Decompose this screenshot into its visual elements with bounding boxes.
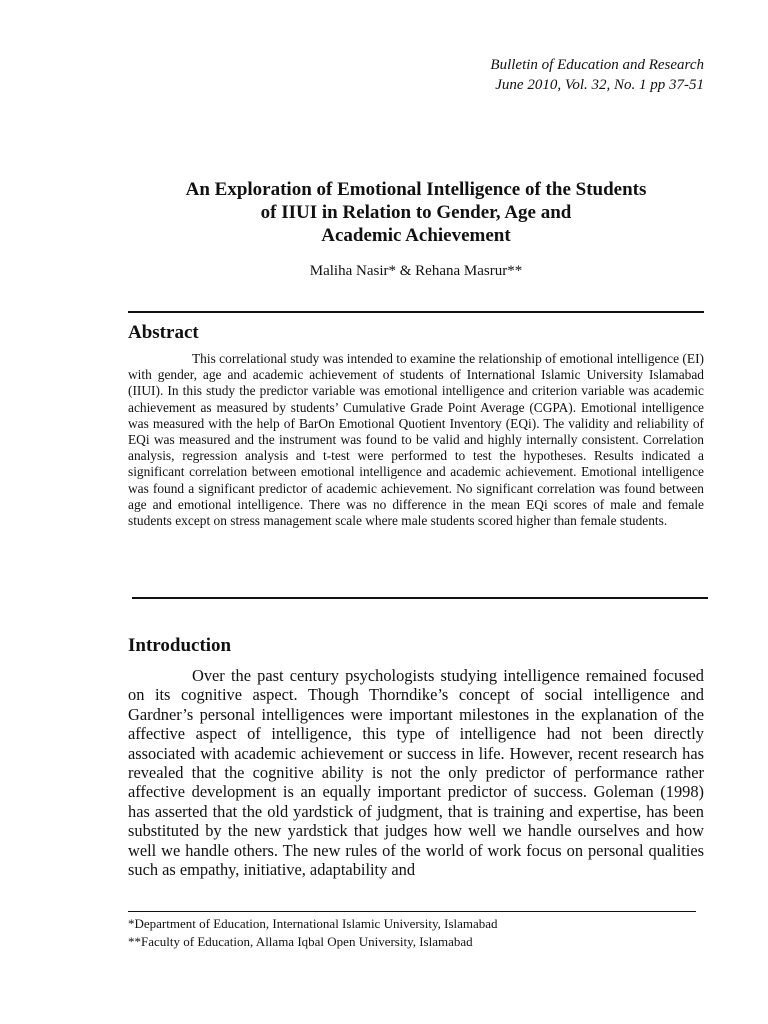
journal-header <box>490 55 704 95</box>
footnote-first-author: *Department of Education, International Islamic University, Islamabad <box>128 916 498 931</box>
introduction-text: Over the past century psychologists studying intelligence remained focused on its cognitive aspect. Though Thorndike’s concept of social intelligence and Gardner’s personal intelligences were important milestones in the explanation of the affective aspect of intelligence, this type of intelligence had not been directly associated with academic achievement or success in life. However, recent research has revealed that the cognitive ability is not the only predictor of performance rather affective development is an equally important predictor of success. Goleman (1998) has asserted that the old yardstick of judgment, that is training and expertise, has been substituted by the new yardstick that judges how well we handle ourselves and how well we handle others. The new rules of the world of work focus on personal qualities such as empathy, initiative, adaptability and <box>128 666 704 880</box>
abstract-top-divider <box>128 311 704 313</box>
abstract-heading: Abstract <box>128 322 199 343</box>
title-line-3: Academic Achievement <box>321 225 511 246</box>
footnote-divider <box>128 911 696 912</box>
abstract-text: This correlational study was intended to examine the relationship of emotional intelligence (EI) with gender, age and academic achievement of students of International Islamic University Islamabad (IIUI). In this study the predictor variable was emotional intelligence and criterion variable was academic achievement as measured by students’ Cumulative Grade Point Average (CGPA). Emotional intelligence was measured with the help of BarOn Emotional Quotient Inventory (EQi). The validity and reliability of EQi was measured and the instrument was found to be valid and highly internally consistent. Correlation analysis, regression analysis and t-test were performed to test the hypotheses. Results indicated a significant correlation between emotional intelligence and academic achievement. Emotional intelligence was found a significant predictor of academic achievement. No significant correlation was found between age and emotional intelligence. There was no difference in the mean EQi scores of male and female students except on stress management scale where male students scored higher than female students. <box>128 351 704 529</box>
title-line-2: of IIUI in Relation to Gender, Age and <box>260 202 572 223</box>
footnotes <box>128 915 498 951</box>
footnote-second-author: **Faculty of Education, Allama Iqbal Open University, Islamabad <box>128 934 473 949</box>
journal-issue: June 2010, Vol. 32, No. 1 pp 37-51 <box>495 77 704 93</box>
abstract-bottom-divider <box>132 597 708 599</box>
title-line-1: An Exploration of Emotional Intelligence of the Students <box>185 179 647 200</box>
journal-name: Bulletin of Education and Research <box>490 57 704 73</box>
introduction-heading: Introduction <box>128 635 232 656</box>
author-line: Maliha Nasir* & Rehana Masrur** <box>309 263 523 279</box>
paper-title <box>128 178 704 247</box>
